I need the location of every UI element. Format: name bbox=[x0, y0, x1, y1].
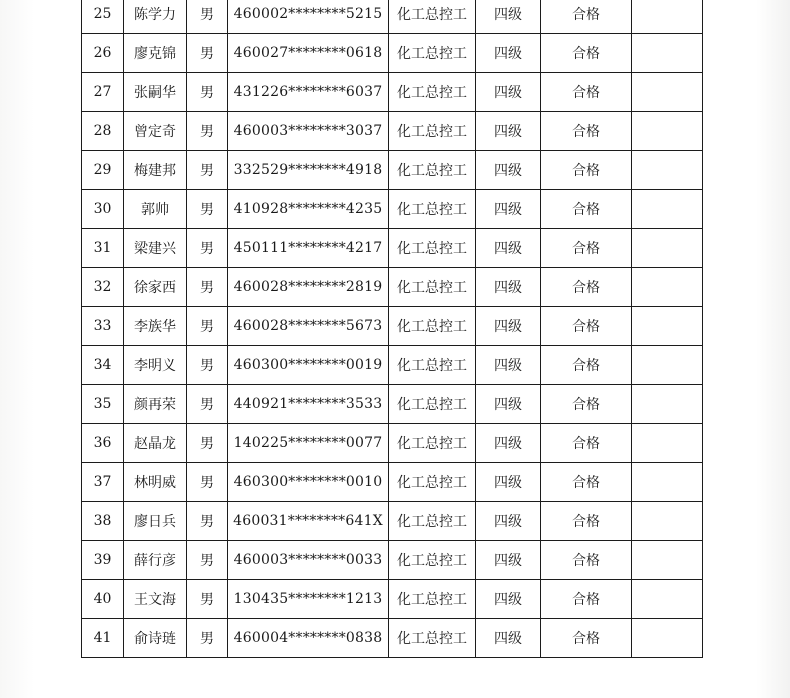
row-number-cell: 34 bbox=[82, 346, 124, 385]
result-cell: 合格 bbox=[541, 151, 632, 190]
occupation-cell: 化工总控工 bbox=[389, 112, 476, 151]
id-number-cell: 460004********0838 bbox=[228, 619, 389, 658]
gender-cell: 男 bbox=[187, 463, 228, 502]
result-cell: 合格 bbox=[541, 0, 632, 34]
occupation-cell: 化工总控工 bbox=[389, 229, 476, 268]
note-cell bbox=[632, 0, 703, 34]
note-cell bbox=[632, 463, 703, 502]
table-row bbox=[82, 307, 703, 346]
note-cell bbox=[632, 346, 703, 385]
level-cell: 四级 bbox=[476, 73, 541, 112]
gender-cell: 男 bbox=[187, 385, 228, 424]
id-number-cell: 410928********4235 bbox=[228, 190, 389, 229]
occupation-cell: 化工总控工 bbox=[389, 580, 476, 619]
id-number-cell: 450111********4217 bbox=[228, 229, 389, 268]
level-cell: 四级 bbox=[476, 463, 541, 502]
gender-cell: 男 bbox=[187, 34, 228, 73]
occupation-cell: 化工总控工 bbox=[389, 151, 476, 190]
row-number-cell: 39 bbox=[82, 541, 124, 580]
id-number-cell: 460300********0019 bbox=[228, 346, 389, 385]
row-number-cell: 35 bbox=[82, 385, 124, 424]
certification-result-table bbox=[81, 0, 703, 658]
table-row bbox=[82, 34, 703, 73]
gender-cell: 男 bbox=[187, 229, 228, 268]
level-cell: 四级 bbox=[476, 268, 541, 307]
name-cell: 张嗣华 bbox=[124, 73, 187, 112]
occupation-cell: 化工总控工 bbox=[389, 73, 476, 112]
level-cell: 四级 bbox=[476, 307, 541, 346]
occupation-cell: 化工总控工 bbox=[389, 190, 476, 229]
row-number-cell: 31 bbox=[82, 229, 124, 268]
table-row bbox=[82, 502, 703, 541]
gender-cell: 男 bbox=[187, 541, 228, 580]
gender-cell: 男 bbox=[187, 190, 228, 229]
result-cell: 合格 bbox=[541, 541, 632, 580]
level-cell: 四级 bbox=[476, 580, 541, 619]
name-cell: 陈学力 bbox=[124, 0, 187, 34]
table-row bbox=[82, 0, 703, 34]
result-cell: 合格 bbox=[541, 268, 632, 307]
id-number-cell: 460027********0618 bbox=[228, 34, 389, 73]
note-cell bbox=[632, 385, 703, 424]
id-number-cell: 460031********641X bbox=[228, 502, 389, 541]
gender-cell: 男 bbox=[187, 580, 228, 619]
row-number-cell: 26 bbox=[82, 34, 124, 73]
gender-cell: 男 bbox=[187, 502, 228, 541]
gender-cell: 男 bbox=[187, 151, 228, 190]
row-number-cell: 28 bbox=[82, 112, 124, 151]
note-cell bbox=[632, 424, 703, 463]
result-cell: 合格 bbox=[541, 190, 632, 229]
occupation-cell: 化工总控工 bbox=[389, 0, 476, 34]
scan-edge-left bbox=[0, 0, 34, 698]
gender-cell: 男 bbox=[187, 112, 228, 151]
note-cell bbox=[632, 112, 703, 151]
row-number-cell: 37 bbox=[82, 463, 124, 502]
table-body bbox=[82, 0, 703, 658]
id-number-cell: 332529********4918 bbox=[228, 151, 389, 190]
result-cell: 合格 bbox=[541, 580, 632, 619]
name-cell: 李族华 bbox=[124, 307, 187, 346]
row-number-cell: 25 bbox=[82, 0, 124, 34]
note-cell bbox=[632, 619, 703, 658]
row-number-cell: 41 bbox=[82, 619, 124, 658]
name-cell: 曾定奇 bbox=[124, 112, 187, 151]
name-cell: 赵晶龙 bbox=[124, 424, 187, 463]
result-cell: 合格 bbox=[541, 619, 632, 658]
table-row bbox=[82, 619, 703, 658]
table-row bbox=[82, 463, 703, 502]
id-number-cell: 130435********1213 bbox=[228, 580, 389, 619]
occupation-cell: 化工总控工 bbox=[389, 463, 476, 502]
result-cell: 合格 bbox=[541, 112, 632, 151]
result-cell: 合格 bbox=[541, 424, 632, 463]
level-cell: 四级 bbox=[476, 229, 541, 268]
occupation-cell: 化工总控工 bbox=[389, 541, 476, 580]
id-number-cell: 140225********0077 bbox=[228, 424, 389, 463]
note-cell bbox=[632, 229, 703, 268]
table-row bbox=[82, 73, 703, 112]
level-cell: 四级 bbox=[476, 112, 541, 151]
note-cell bbox=[632, 73, 703, 112]
result-cell: 合格 bbox=[541, 346, 632, 385]
name-cell: 廖克锦 bbox=[124, 34, 187, 73]
note-cell bbox=[632, 307, 703, 346]
row-number-cell: 36 bbox=[82, 424, 124, 463]
name-cell: 梁建兴 bbox=[124, 229, 187, 268]
name-cell: 梅建邦 bbox=[124, 151, 187, 190]
table-row bbox=[82, 346, 703, 385]
name-cell: 廖日兵 bbox=[124, 502, 187, 541]
id-number-cell: 460028********2819 bbox=[228, 268, 389, 307]
table-row bbox=[82, 424, 703, 463]
occupation-cell: 化工总控工 bbox=[389, 346, 476, 385]
level-cell: 四级 bbox=[476, 424, 541, 463]
level-cell: 四级 bbox=[476, 346, 541, 385]
occupation-cell: 化工总控工 bbox=[389, 619, 476, 658]
result-cell: 合格 bbox=[541, 463, 632, 502]
gender-cell: 男 bbox=[187, 0, 228, 34]
row-number-cell: 33 bbox=[82, 307, 124, 346]
row-number-cell: 29 bbox=[82, 151, 124, 190]
table-row bbox=[82, 268, 703, 307]
note-cell bbox=[632, 151, 703, 190]
note-cell bbox=[632, 502, 703, 541]
name-cell: 林明威 bbox=[124, 463, 187, 502]
note-cell bbox=[632, 190, 703, 229]
result-cell: 合格 bbox=[541, 307, 632, 346]
level-cell: 四级 bbox=[476, 502, 541, 541]
result-cell: 合格 bbox=[541, 229, 632, 268]
note-cell bbox=[632, 541, 703, 580]
gender-cell: 男 bbox=[187, 73, 228, 112]
id-number-cell: 431226********6037 bbox=[228, 73, 389, 112]
result-cell: 合格 bbox=[541, 73, 632, 112]
gender-cell: 男 bbox=[187, 346, 228, 385]
name-cell: 俞诗琏 bbox=[124, 619, 187, 658]
result-cell: 合格 bbox=[541, 34, 632, 73]
name-cell: 郭帅 bbox=[124, 190, 187, 229]
row-number-cell: 38 bbox=[82, 502, 124, 541]
gender-cell: 男 bbox=[187, 307, 228, 346]
id-number-cell: 460003********0033 bbox=[228, 541, 389, 580]
level-cell: 四级 bbox=[476, 34, 541, 73]
id-number-cell: 460002********5215 bbox=[228, 0, 389, 34]
note-cell bbox=[632, 268, 703, 307]
note-cell bbox=[632, 34, 703, 73]
table-row bbox=[82, 385, 703, 424]
name-cell: 颜再荣 bbox=[124, 385, 187, 424]
table-row bbox=[82, 541, 703, 580]
table-row bbox=[82, 190, 703, 229]
occupation-cell: 化工总控工 bbox=[389, 268, 476, 307]
id-number-cell: 460028********5673 bbox=[228, 307, 389, 346]
note-cell bbox=[632, 580, 703, 619]
level-cell: 四级 bbox=[476, 151, 541, 190]
gender-cell: 男 bbox=[187, 424, 228, 463]
row-number-cell: 27 bbox=[82, 73, 124, 112]
id-number-cell: 440921********3533 bbox=[228, 385, 389, 424]
name-cell: 薛行彦 bbox=[124, 541, 187, 580]
id-number-cell: 460003********3037 bbox=[228, 112, 389, 151]
table-row bbox=[82, 580, 703, 619]
gender-cell: 男 bbox=[187, 619, 228, 658]
name-cell: 李明义 bbox=[124, 346, 187, 385]
result-cell: 合格 bbox=[541, 385, 632, 424]
table-row bbox=[82, 151, 703, 190]
row-number-cell: 30 bbox=[82, 190, 124, 229]
name-cell: 徐家西 bbox=[124, 268, 187, 307]
level-cell: 四级 bbox=[476, 541, 541, 580]
occupation-cell: 化工总控工 bbox=[389, 307, 476, 346]
level-cell: 四级 bbox=[476, 619, 541, 658]
level-cell: 四级 bbox=[476, 190, 541, 229]
occupation-cell: 化工总控工 bbox=[389, 424, 476, 463]
level-cell: 四级 bbox=[476, 0, 541, 34]
row-number-cell: 32 bbox=[82, 268, 124, 307]
level-cell: 四级 bbox=[476, 385, 541, 424]
gender-cell: 男 bbox=[187, 268, 228, 307]
result-cell: 合格 bbox=[541, 502, 632, 541]
row-number-cell: 40 bbox=[82, 580, 124, 619]
id-number-cell: 460300********0010 bbox=[228, 463, 389, 502]
occupation-cell: 化工总控工 bbox=[389, 502, 476, 541]
scan-edge-right bbox=[756, 0, 790, 698]
occupation-cell: 化工总控工 bbox=[389, 34, 476, 73]
table-row bbox=[82, 112, 703, 151]
occupation-cell: 化工总控工 bbox=[389, 385, 476, 424]
name-cell: 王文海 bbox=[124, 580, 187, 619]
table-row bbox=[82, 229, 703, 268]
